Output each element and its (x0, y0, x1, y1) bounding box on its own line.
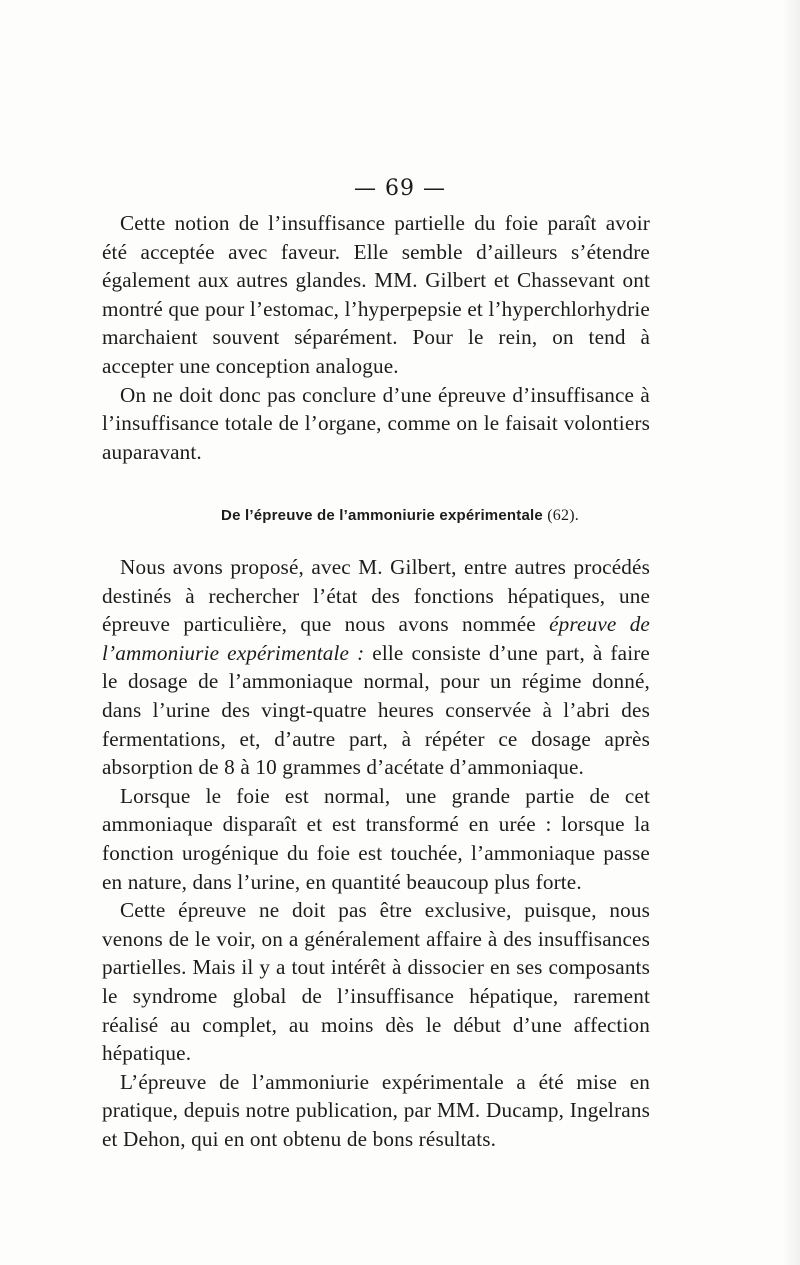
paragraph: Lorsque le foie est normal, une grande partie de cet ammoniaque disparaît et est transformé en urée : lorsque la fonction urogénique du foie est touchée, l’ammoniaque passe en nature, dans l’urine, en quantité beaucoup plus forte. (102, 783, 650, 894)
page-edge-shadow (782, 0, 800, 1265)
paragraph: L’épreuve de l’ammoniurie expérimentale a été mise en pratique, depuis notre publication, par MM. Ducamp, Ingelrans et Dehon, qui en ont obtenu de bons résultats. (102, 1069, 650, 1151)
intro-text (102, 209, 650, 466)
paragraph (102, 553, 650, 782)
paragraph-text: Nous avons proposé, avec M. Gilbert, entre autres procédés destinés à rechercher l’état des fonctions hépatiques, une épreuve particulière, que nous avons nommée (102, 555, 650, 637)
paragraph: Cette notion de l’insuffisance partielle du foie paraît avoir été acceptée avec faveur. Elle semble d’ailleurs s’étendre également aux autres glandes. MM. Gilbert et Chassevant ont montré que pour l’estomac, l’hyperpepsie et l’hyperchlorhydrie marchaient souvent séparément. Pour le rein, on tend à accepter une conception analogue. (102, 211, 650, 378)
section-text (102, 553, 650, 1153)
paragraph: On ne doit donc pas conclure d’une épreuve d’insuffisance à l’insuffisance totale de l’organe, comme on le faisait volontiers auparavant. (102, 382, 650, 464)
section-heading-title: De l’épreuve de l’ammoniurie expérimentale (221, 507, 543, 524)
paragraph-text: elle consiste d’une part, à faire le dosage de l’ammoniaque normal, pour un régime donné, dans l’urine des vingt-quatre heures conservée à l’abri des fermentations, et, d’autre part, à répéter ce dosage après absorption de 8 à 10 grammes d’acétate d’ammoniaque. (102, 640, 650, 780)
section-heading-reference: (62). (547, 507, 579, 524)
italic-term: épreuve de l’ammoniurie expérimentale : (102, 612, 650, 665)
page-number: — 69 — (354, 176, 446, 201)
section-heading (0, 507, 800, 525)
paragraph: Cette épreuve ne doit pas être exclusive, puisque, nous venons de le voir, on a généralement affaire à des insuffisances partielles. Mais il y a tout intérêt à dissocier en ses composants le syndrome global de l’insuffisance hépatique, rarement réalisé au complet, au moins dès le début d’une affection hépatique. (102, 898, 650, 1066)
